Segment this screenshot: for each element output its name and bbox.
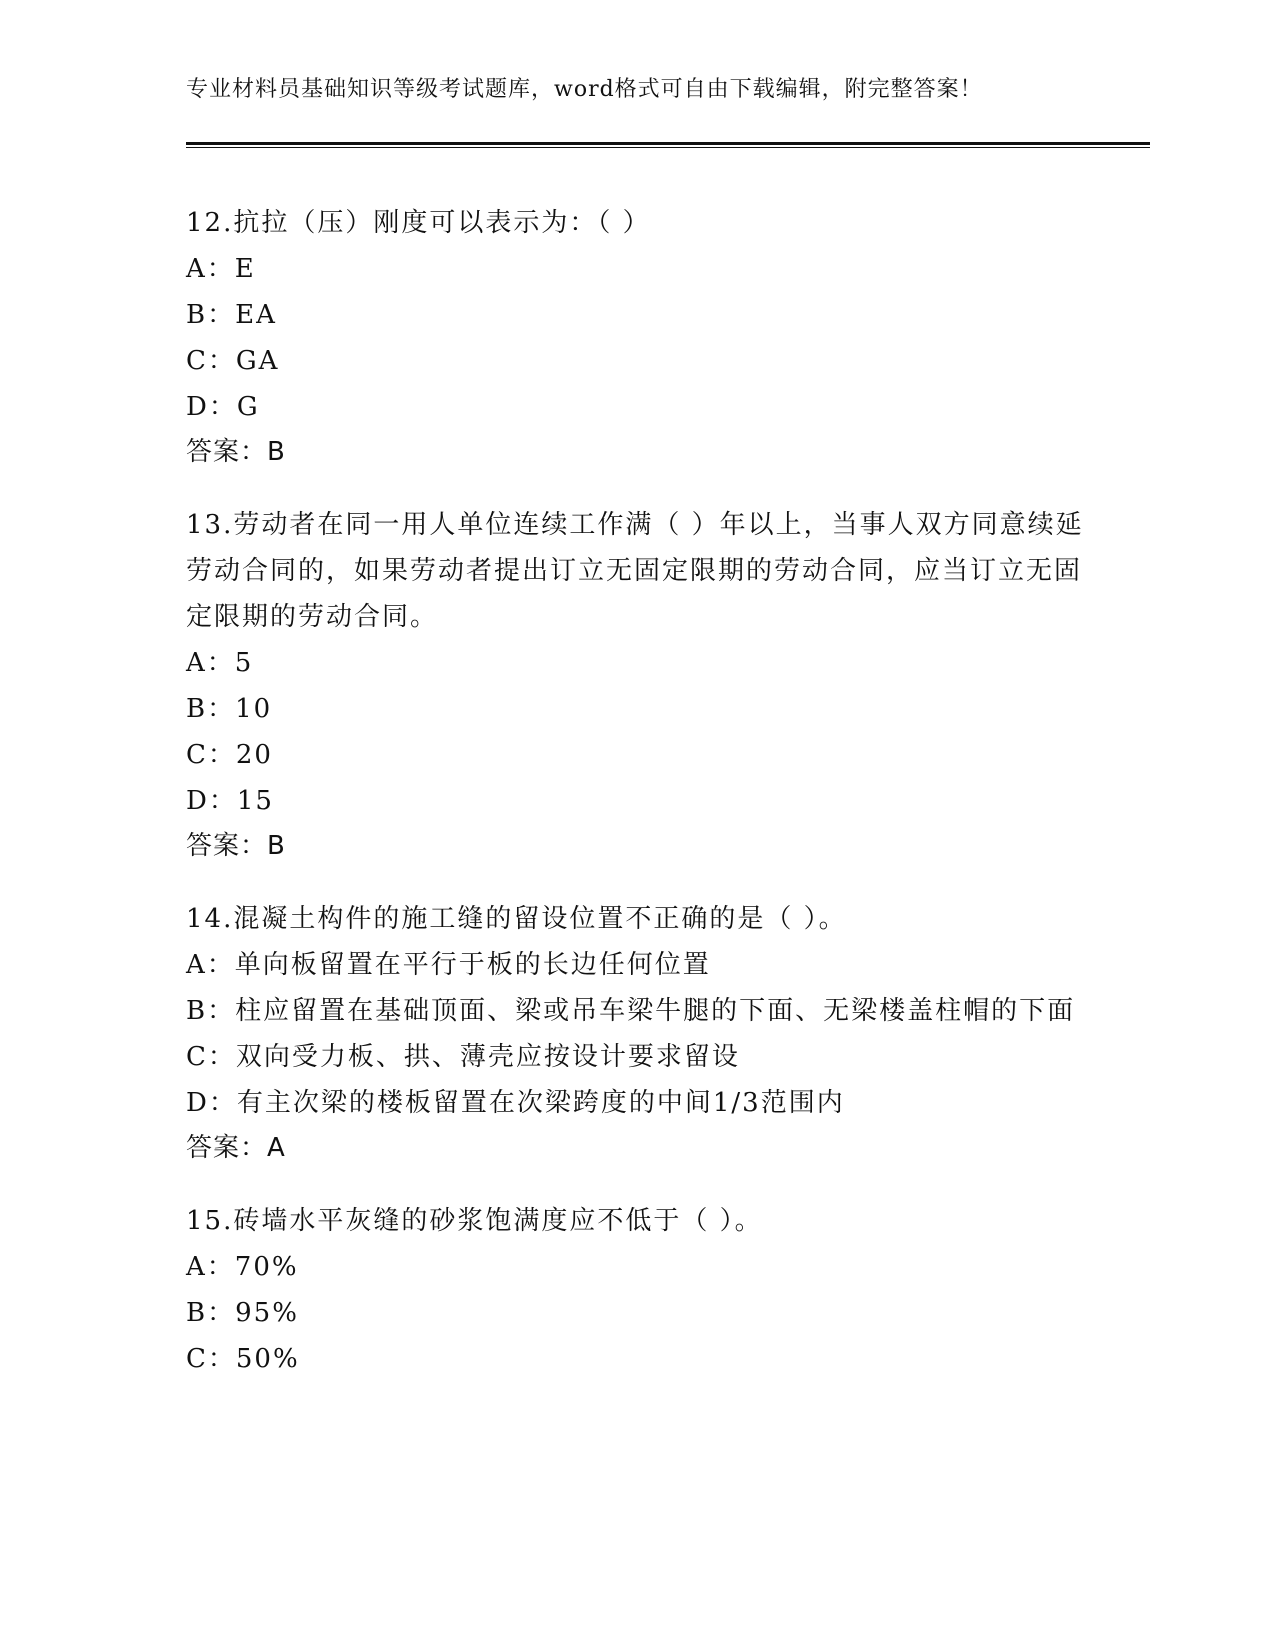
option-b: B：10: [186, 694, 273, 724]
question-stem: 13.劳动者在同一用人单位连续工作满（ ）年以上，当事人双方同意续延劳动合同的，如果劳动者提出订立无固定限期的劳动合同，应当订立无固定限期的劳动合同。: [186, 510, 1084, 632]
option-c: C：20: [186, 740, 273, 770]
answer: 答案：B: [186, 437, 286, 467]
option-c: C：GA: [186, 346, 280, 376]
question-13: [186, 502, 1086, 868]
option-a: A：单向板留置在平行于板的长边任何位置: [186, 950, 711, 980]
answer: 答案：A: [186, 1133, 286, 1163]
option-d: D：G: [186, 392, 260, 422]
question-stem: 15.砖墙水平灰缝的砂浆饱满度应不低于（ ）。: [186, 1206, 763, 1236]
question-stem: 12.抗拉（压）刚度可以表示为：（ ）: [186, 208, 651, 238]
header-divider: [186, 142, 1150, 148]
option-c: C：50%: [186, 1344, 300, 1374]
answer: 答案：B: [186, 831, 286, 861]
question-15: [186, 1198, 1086, 1382]
option-a: A：5: [186, 648, 254, 678]
question-stem: 14.混凝土构件的施工缝的留设位置不正确的是（ ）。: [186, 904, 847, 934]
question-14: [186, 896, 1086, 1170]
question-12: [186, 200, 1086, 474]
option-a: A：E: [186, 254, 256, 284]
option-a: A：70%: [186, 1252, 299, 1282]
option-b: B：EA: [186, 300, 277, 330]
page-header: 专业材料员基础知识等级考试题库，word格式可自由下载编辑，附完整答案！: [186, 77, 983, 102]
option-d: D：有主次梁的楼板留置在次梁跨度的中间1/3范围内: [186, 1088, 845, 1118]
option-b: B：柱应留置在基础顶面、梁或吊车梁牛腿的下面、无梁楼盖柱帽的下面: [186, 996, 1076, 1026]
option-b: B：95%: [186, 1298, 299, 1328]
option-c: C：双向受力板、拱、薄壳应按设计要求留设: [186, 1042, 740, 1072]
option-d: D：15: [186, 786, 274, 816]
question-list: [186, 200, 1086, 1410]
